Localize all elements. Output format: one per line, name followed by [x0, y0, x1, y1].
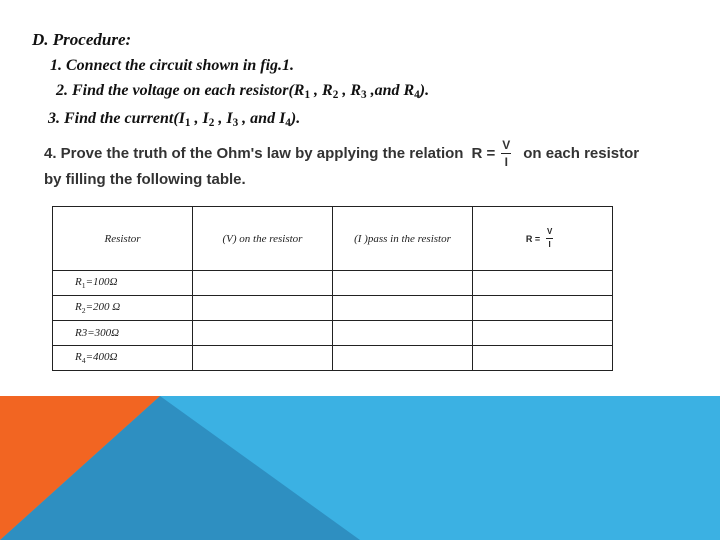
ohms-law-lhs: R = — [471, 144, 496, 162]
ratio-cell — [473, 271, 613, 296]
current-cell — [333, 346, 473, 371]
step-3: 3. Find the $current(I_1$ , $I_2$ , $I_3$ , and $I_4$). — [48, 110, 301, 129]
ohms-law-fraction: $\frac{V}{I}$ — [502, 137, 511, 169]
table-header-row — [53, 207, 613, 271]
step-4-line-2: by filling the following table. — [44, 171, 246, 188]
header-resistor: Resistor — [53, 207, 193, 271]
step-1: 1. Connect the circuit shown in fig.1. — [50, 57, 295, 74]
ratio-cell — [473, 296, 613, 321]
ratio-cell — [473, 346, 613, 371]
table-row — [53, 321, 613, 346]
table-row — [53, 346, 613, 371]
header-current: (I )pass in the resistor — [333, 207, 473, 271]
current-cell — [333, 296, 473, 321]
resistor-r2-cell: $R_2=200$ Ω — [53, 296, 193, 321]
step-4 — [44, 137, 639, 169]
current-cell — [333, 321, 473, 346]
voltage-cell — [193, 271, 333, 296]
decorative-footer — [0, 396, 720, 540]
voltage-cell — [193, 296, 333, 321]
header-voltage: (V) on the resistor — [193, 207, 333, 271]
step-4-text-end: on each resistor — [523, 144, 640, 162]
current-cell — [333, 271, 473, 296]
voltage-cell — [193, 321, 333, 346]
ratio-cell — [473, 321, 613, 346]
header-formula: R = $\frac{V}{I}$ — [473, 207, 613, 271]
resistor-r1-cell: $R_1=100\Omega$ — [53, 271, 193, 296]
table-row — [53, 296, 613, 321]
voltage-cell — [193, 346, 333, 371]
resistor-table — [52, 206, 613, 371]
step-2: 2. Find the voltage on each $resistor(R_1$ , $R_2$ , $R_3$ ,and $R_4$). — [56, 82, 430, 101]
resistor-r3-cell: R3=300Ω — [53, 321, 193, 346]
step-4-text: 4. Prove the truth of the Ohm's law by applying the relation — [44, 144, 464, 162]
resistor-r4-cell: $R_4=400\Omega$ — [53, 346, 193, 371]
table-row — [53, 271, 613, 296]
procedure-heading: D. Procedure: — [32, 30, 132, 49]
